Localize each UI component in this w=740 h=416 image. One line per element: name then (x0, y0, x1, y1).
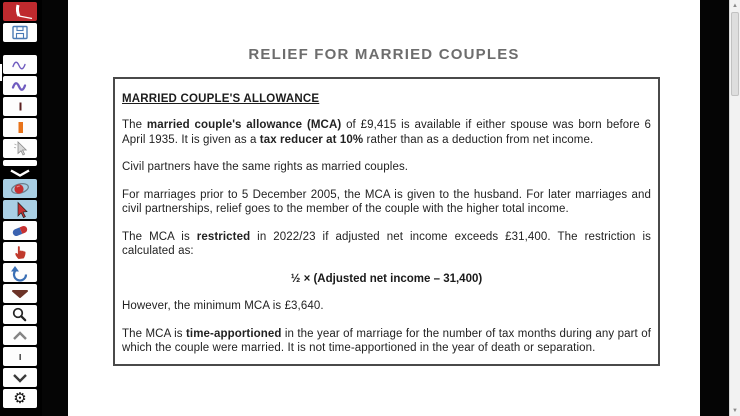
collapse-handle[interactable] (3, 160, 37, 166)
panel-edge-sliver (0, 64, 2, 81)
undo-button[interactable] (3, 263, 37, 282)
settings-button[interactable] (3, 389, 37, 408)
page-indicator-button[interactable] (3, 347, 37, 366)
wave-stroke-thick-icon (9, 77, 31, 94)
chevron-up-icon (9, 328, 31, 344)
content-box (113, 77, 660, 366)
triangle-down-icon (9, 285, 31, 302)
small-dash-icon (9, 349, 31, 365)
collapse-chevron[interactable] (3, 168, 37, 177)
paragraph-time-apportioned: The MCA is time-apportioned in the year of marriage for the number of tax months during any part of which the couple were married. It is not time-apportioned in the year of death or separation. (122, 327, 651, 354)
pen-thick-button[interactable] (3, 76, 37, 95)
cursor-arrow-icon (9, 140, 31, 157)
pen-circle-icon (8, 180, 32, 197)
wave-stroke-thin-icon (9, 56, 31, 73)
scroll-up-arrow-icon: ▲ (732, 2, 738, 9)
hand-icon (9, 243, 31, 261)
vertical-scrollbar[interactable] (729, 0, 740, 416)
chevron-down-icon (9, 169, 31, 177)
select-button[interactable] (3, 200, 37, 219)
paragraph-restriction: The MCA is restricted in 2022/23 if adjusted net income exceeds £31,400. The restriction is calculated as: (122, 230, 652, 257)
zoom-button[interactable] (3, 305, 37, 324)
toolbar-sidebar (0, 0, 42, 416)
section-heading: MARRIED COUPLE'S ALLOWANCE (122, 93, 320, 105)
vertical-dash-icon (9, 98, 31, 115)
eraser-icon (8, 222, 32, 240)
paragraph-civil-partners: Civil partners have the same rights as married couples. (122, 161, 409, 173)
pointer-arrow-icon (8, 201, 32, 219)
eraser-button[interactable] (3, 221, 37, 240)
quill-icon (6, 3, 34, 20)
previous-page-button[interactable] (3, 326, 37, 345)
paragraph-mca-intro: The married couple's allowance (MCA) of £9,415 is available if either spouse was born before 6 April 1935. It is given as a tax reducer at 10% rather than as a deduction from net income. (122, 119, 651, 146)
laser-pen-button[interactable] (3, 179, 37, 198)
magnifier-icon (9, 306, 31, 324)
paragraph-marriage-date: For marriages prior to 5 December 2005, the MCA is given to the husband. For later marriages and civil partnerships, relief goes to the member of the couple with the higher total income. (122, 188, 651, 215)
scrollbar-thumb[interactable] (731, 12, 739, 96)
marker-thick-button[interactable] (3, 118, 37, 137)
pan-button[interactable] (3, 242, 37, 261)
annotate-button[interactable] (3, 2, 37, 21)
save-button[interactable] (3, 23, 37, 42)
gear-icon: ⚙ (13, 389, 27, 407)
page-title: RELIEF FOR MARRIED COUPLES (248, 46, 520, 63)
pen-thin-button[interactable] (3, 55, 37, 74)
floppy-disk-icon (9, 24, 31, 41)
marker-thin-button[interactable] (3, 97, 37, 116)
restriction-formula: ½ × (Adjusted net income – 31,400) (290, 272, 483, 285)
vertical-bar-icon (9, 119, 31, 136)
chevron-down-icon (9, 370, 31, 386)
undo-arrow-icon (9, 264, 31, 282)
scroll-up-button[interactable] (730, 0, 740, 11)
more-button[interactable] (3, 284, 37, 303)
scroll-down-button[interactable] (730, 405, 740, 416)
cursor-button[interactable] (3, 139, 37, 158)
paragraph-minimum-mca: However, the minimum MCA is £3,640. (122, 300, 324, 312)
scroll-down-arrow-icon: ▼ (732, 407, 738, 414)
next-page-button[interactable] (3, 368, 37, 387)
slide-page (68, 0, 700, 416)
